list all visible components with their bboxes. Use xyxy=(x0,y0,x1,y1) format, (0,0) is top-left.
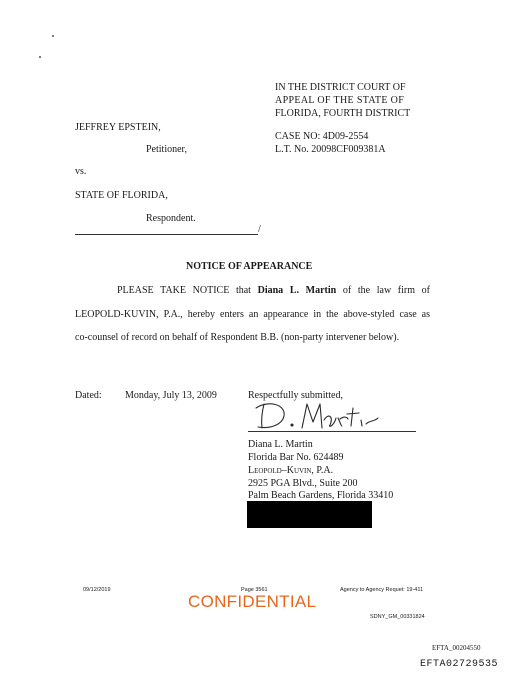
lt-number: L.T. No. 20098CF009381A xyxy=(275,144,386,155)
redaction-box xyxy=(247,501,372,528)
address-line-2: Palm Beach Gardens, Florida 33410 xyxy=(248,490,394,501)
attorney-name-bold: Diana L. Martin xyxy=(257,285,337,296)
caption-slash: / xyxy=(258,224,261,235)
caption-underline xyxy=(75,234,258,235)
dated-value: Monday, July 13, 2009 xyxy=(125,390,217,401)
bates-efta-1: EFTA_00204550 xyxy=(432,644,481,652)
scan-speck xyxy=(52,35,54,37)
versus: vs. xyxy=(75,166,87,177)
firm-name: Leopold–Kuvin, P.A. xyxy=(248,465,334,476)
notice-line-2: LEOPOLD-KUVIN, P.A., hereby enters an appearance in the above-styled case as xyxy=(75,309,430,320)
bates-efta-2: EFTA02729535 xyxy=(420,659,499,670)
handwritten-signature xyxy=(252,398,382,434)
notice-line-1 xyxy=(117,285,430,296)
notice-line-1-start: PLEASE TAKE NOTICE that xyxy=(117,285,251,296)
notice-line-1-end: of the law firm of xyxy=(342,285,431,296)
notice-title: NOTICE OF APPEARANCE xyxy=(186,261,313,272)
respondent-name: STATE OF FLORIDA, xyxy=(75,190,168,201)
court-line-3: FLORIDA, FOURTH DISTRICT xyxy=(275,108,411,119)
respectfully-submitted: Respectfully submitted, xyxy=(248,390,343,401)
footer-date: 09/12/2019 xyxy=(83,587,111,593)
case-number: CASE NO: 4D09-2554 xyxy=(275,131,369,142)
notice-line-3: co-counsel of record on behalf of Respondent B.B. (non-party intervener below). xyxy=(75,332,400,343)
signature-line xyxy=(248,431,416,432)
dated-label: Dated: xyxy=(75,390,102,401)
respondent-role: Respondent. xyxy=(146,213,196,224)
petitioner-name: JEFFREY EPSTEIN, xyxy=(75,122,161,133)
petitioner-role: Petitioner, xyxy=(146,144,187,155)
confidential-stamp: CONFIDENTIAL xyxy=(188,592,317,611)
footer-page: Page 3561 xyxy=(241,587,268,593)
footer-agency-request: Agency to Agency Requet: 19-411 xyxy=(340,587,424,593)
scan-speck xyxy=(39,56,41,58)
signer-name: Diana L. Martin xyxy=(248,439,313,450)
bates-sdny: SDNY_GM_00331824 xyxy=(370,614,425,620)
court-line-1: IN THE DISTRICT COURT OF xyxy=(275,82,406,93)
court-line-2: APPEAL OF THE STATE OF xyxy=(275,95,405,106)
florida-bar-number: Florida Bar No. 624489 xyxy=(248,452,344,463)
address-line-1: 2925 PGA Blvd., Suite 200 xyxy=(248,478,358,489)
